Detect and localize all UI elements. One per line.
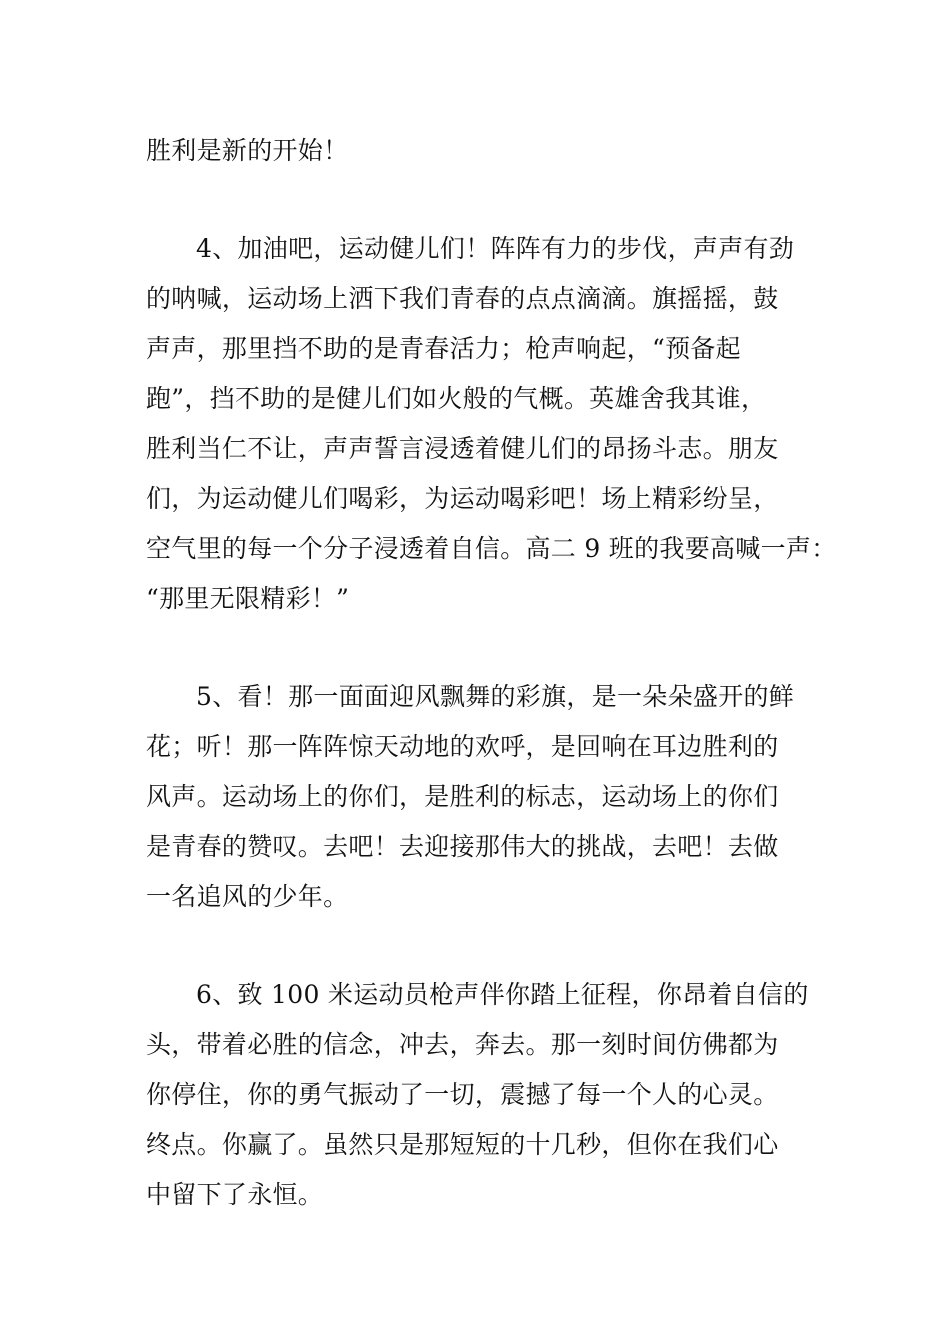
text-line: 空气里的每一个分子浸透着自信。高二 9 班的我要高喊一声： <box>146 534 837 563</box>
paragraph-4-first-line: 4、加油吧，运动健儿们！阵阵有力的步伐，声声有劲 <box>196 234 795 263</box>
text-line: 你停住，你的勇气振动了一切，震撼了每一个人的心灵。 <box>146 1080 779 1109</box>
text-line: 声声，那里挡不助的是青春活力；枪声响起，“预备起 <box>146 334 741 363</box>
text-line: 终点。你赢了。虽然只是那短短的十几秒，但你在我们心 <box>146 1130 779 1159</box>
text-line: 一名追风的少年。 <box>146 882 349 911</box>
text-line: 胜利当仁不让，声声誓言浸透着健儿们的昂扬斗志。朋友 <box>146 434 779 463</box>
text-line: 的呐喊，运动场上洒下我们青春的点点滴滴。旗摇摇，鼓 <box>146 284 779 313</box>
text-line: 头，带着必胜的信念，冲去，奔去。那一刻时间仿佛都为 <box>146 1030 779 1059</box>
text-line: 胜利是新的开始！ <box>146 136 349 165</box>
text-line: 跑”，挡不助的是健儿们如火般的气概。英雄舍我其谁， <box>146 384 767 413</box>
text-line: 是青春的赞叹。去吧！去迎接那伟大的挑战，去吧！去做 <box>146 832 779 861</box>
text-line: 中留下了永恒。 <box>146 1180 324 1209</box>
text-line: 花；听！那一阵阵惊天动地的欢呼，是回响在耳边胜利的 <box>146 732 779 761</box>
text-line: 们，为运动健儿们喝彩，为运动喝彩吧！场上精彩纷呈， <box>146 484 779 513</box>
paragraph-5-first-line: 5、看！那一面面迎风飘舞的彩旗，是一朵朵盛开的鲜 <box>196 682 795 711</box>
text-line: “那里无限精彩！” <box>146 584 350 613</box>
text-line: 风声。运动场上的你们，是胜利的标志，运动场上的你们 <box>146 782 779 811</box>
paragraph-6-first-line: 6、致 100 米运动员枪声伴你踏上征程，你昂着自信的 <box>196 980 809 1009</box>
